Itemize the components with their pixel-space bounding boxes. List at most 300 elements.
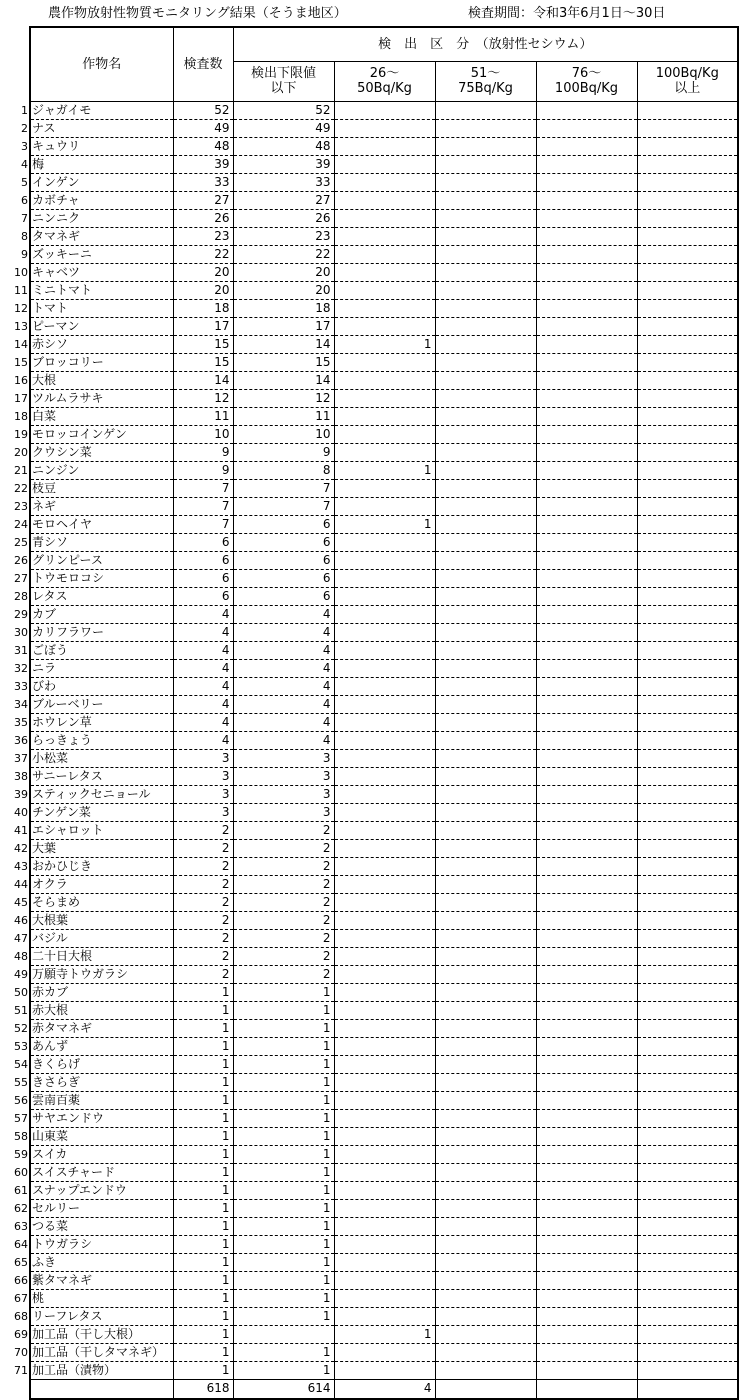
range-100-plus bbox=[637, 947, 738, 965]
range-100-plus bbox=[637, 479, 738, 497]
crop-name: ホウレン草 bbox=[30, 713, 173, 731]
crop-name: らっきょう bbox=[30, 731, 173, 749]
inspection-count: 15 bbox=[173, 335, 233, 353]
range-26-50 bbox=[334, 317, 435, 335]
row-number: 29 bbox=[14, 607, 28, 621]
range-26-50 bbox=[334, 641, 435, 659]
range-26-50 bbox=[334, 929, 435, 947]
below-detection-limit: 1 bbox=[233, 1343, 334, 1361]
range-51-75 bbox=[435, 209, 536, 227]
header-100-plus bbox=[637, 61, 738, 101]
range-26-50 bbox=[334, 677, 435, 695]
range-100-plus bbox=[637, 1145, 738, 1163]
range-51-75 bbox=[435, 839, 536, 857]
row-number: 58 bbox=[14, 1129, 28, 1143]
range-26-50 bbox=[334, 1163, 435, 1181]
below-detection-limit: 12 bbox=[233, 389, 334, 407]
range-51-75 bbox=[435, 731, 536, 749]
header-76-100 bbox=[536, 61, 637, 101]
below-detection-limit: 7 bbox=[233, 497, 334, 515]
range-76-100 bbox=[536, 875, 637, 893]
range-26-50 bbox=[334, 731, 435, 749]
table-row bbox=[0, 1019, 738, 1037]
range-26-50 bbox=[334, 155, 435, 173]
range-100-plus bbox=[637, 641, 738, 659]
inspection-count: 4 bbox=[173, 731, 233, 749]
range-51-75 bbox=[435, 497, 536, 515]
crop-name: ネギ bbox=[30, 497, 173, 515]
range-100-plus bbox=[637, 1253, 738, 1271]
range-100-plus bbox=[637, 425, 738, 443]
inspection-count: 1 bbox=[173, 1145, 233, 1163]
range-76-100 bbox=[536, 119, 637, 137]
below-detection-limit: 1 bbox=[233, 1217, 334, 1235]
row-number: 35 bbox=[14, 715, 28, 729]
row-number: 47 bbox=[14, 931, 28, 945]
range-26-50 bbox=[334, 533, 435, 551]
inspection-count: 26 bbox=[173, 209, 233, 227]
below-detection-limit: 2 bbox=[233, 857, 334, 875]
range-76-100 bbox=[536, 227, 637, 245]
range-76-100 bbox=[536, 695, 637, 713]
table-row bbox=[0, 1181, 738, 1199]
below-detection-limit: 52 bbox=[233, 101, 334, 119]
header-line: 以下 bbox=[270, 81, 297, 96]
range-51-75 bbox=[435, 101, 536, 119]
below-detection-limit: 9 bbox=[233, 443, 334, 461]
inspection-count: 7 bbox=[173, 479, 233, 497]
range-76-100 bbox=[536, 371, 637, 389]
range-51-75 bbox=[435, 569, 536, 587]
crop-name: キュウリ bbox=[30, 137, 173, 155]
range-26-50 bbox=[334, 659, 435, 677]
below-detection-limit: 4 bbox=[233, 695, 334, 713]
range-100-plus bbox=[637, 1235, 738, 1253]
table-row bbox=[0, 1055, 738, 1073]
below-detection-limit: 1 bbox=[233, 1253, 334, 1271]
header-line: 26～ bbox=[369, 66, 400, 81]
inspection-count: 22 bbox=[173, 245, 233, 263]
below-detection-limit: 39 bbox=[233, 155, 334, 173]
range-26-50 bbox=[334, 281, 435, 299]
table-row bbox=[0, 1091, 738, 1109]
range-76-100 bbox=[536, 857, 637, 875]
range-51-75 bbox=[435, 533, 536, 551]
range-51-75 bbox=[435, 1271, 536, 1289]
row-number: 6 bbox=[21, 193, 28, 207]
range-26-50 bbox=[334, 1199, 435, 1217]
table-row bbox=[0, 137, 738, 155]
range-26-50 bbox=[334, 1091, 435, 1109]
row-number: 18 bbox=[14, 409, 28, 423]
crop-name: インゲン bbox=[30, 173, 173, 191]
below-detection-limit: 14 bbox=[233, 335, 334, 353]
range-76-100 bbox=[536, 263, 637, 281]
crop-name: スイスチャード bbox=[30, 1163, 173, 1181]
table-row bbox=[0, 1163, 738, 1181]
crop-name: モロヘイヤ bbox=[30, 515, 173, 533]
row-number: 8 bbox=[21, 229, 28, 243]
crop-name: カボチャ bbox=[30, 191, 173, 209]
table-row bbox=[0, 587, 738, 605]
range-51-75 bbox=[435, 371, 536, 389]
row-number: 5 bbox=[21, 175, 28, 189]
crop-name: ごぼう bbox=[30, 641, 173, 659]
range-100-plus bbox=[637, 155, 738, 173]
range-100-plus bbox=[637, 101, 738, 119]
range-100-plus bbox=[637, 173, 738, 191]
table-row bbox=[0, 533, 738, 551]
range-26-50: 1 bbox=[334, 461, 435, 479]
crop-name: 大根葉 bbox=[30, 911, 173, 929]
crop-name: スナップエンドウ bbox=[30, 1181, 173, 1199]
range-76-100 bbox=[536, 1163, 637, 1181]
range-100-plus bbox=[637, 713, 738, 731]
below-detection-limit: 20 bbox=[233, 281, 334, 299]
range-51-75 bbox=[435, 317, 536, 335]
range-26-50 bbox=[334, 1145, 435, 1163]
below-detection-limit: 7 bbox=[233, 479, 334, 497]
range-51-75 bbox=[435, 1163, 536, 1181]
range-51-75 bbox=[435, 1325, 536, 1343]
header-line: 検出下限値 bbox=[250, 66, 316, 81]
range-51-75 bbox=[435, 893, 536, 911]
range-76-100 bbox=[536, 1271, 637, 1289]
crop-name: ニンジン bbox=[30, 461, 173, 479]
inspection-count: 2 bbox=[173, 929, 233, 947]
row-number: 59 bbox=[14, 1147, 28, 1161]
range-51-75 bbox=[435, 1073, 536, 1091]
row-number: 68 bbox=[14, 1309, 28, 1323]
range-100-plus bbox=[637, 1091, 738, 1109]
range-26-50 bbox=[334, 353, 435, 371]
range-76-100 bbox=[536, 911, 637, 929]
below-detection-limit: 2 bbox=[233, 821, 334, 839]
inspection-count: 1 bbox=[173, 1073, 233, 1091]
range-100-plus bbox=[637, 335, 738, 353]
row-number: 25 bbox=[14, 535, 28, 549]
row-number: 49 bbox=[14, 967, 28, 981]
range-51-75 bbox=[435, 407, 536, 425]
range-26-50 bbox=[334, 857, 435, 875]
header-detection-group: 検 出 区 分 （放射性セシウム） bbox=[233, 27, 738, 61]
range-26-50 bbox=[334, 1037, 435, 1055]
below-detection-limit: 1 bbox=[233, 1163, 334, 1181]
table-row bbox=[0, 803, 738, 821]
table-row bbox=[0, 1343, 738, 1361]
below-detection-limit: 1 bbox=[233, 1019, 334, 1037]
table-row bbox=[0, 929, 738, 947]
row-number: 37 bbox=[14, 751, 28, 765]
range-100-plus bbox=[637, 803, 738, 821]
total-below-limit: 614 bbox=[233, 1379, 334, 1399]
below-detection-limit: 1 bbox=[233, 1235, 334, 1253]
row-number: 66 bbox=[14, 1273, 28, 1287]
range-100-plus bbox=[637, 245, 738, 263]
range-51-75 bbox=[435, 443, 536, 461]
below-detection-limit: 2 bbox=[233, 911, 334, 929]
below-detection-limit: 1 bbox=[233, 1307, 334, 1325]
range-100-plus bbox=[637, 1037, 738, 1055]
crop-name: クウシン菜 bbox=[30, 443, 173, 461]
crop-name: サヤエンドウ bbox=[30, 1109, 173, 1127]
table-row bbox=[0, 893, 738, 911]
row-number: 2 bbox=[21, 121, 28, 135]
range-100-plus bbox=[637, 749, 738, 767]
crop-name: ミニトマト bbox=[30, 281, 173, 299]
range-76-100 bbox=[536, 1127, 637, 1145]
below-detection-limit: 4 bbox=[233, 713, 334, 731]
row-number: 22 bbox=[14, 481, 28, 495]
crop-name: ブロッコリー bbox=[30, 353, 173, 371]
range-51-75 bbox=[435, 911, 536, 929]
range-51-75 bbox=[435, 1091, 536, 1109]
below-detection-limit: 4 bbox=[233, 677, 334, 695]
crop-name: きさらぎ bbox=[30, 1073, 173, 1091]
range-51-75 bbox=[435, 947, 536, 965]
table-row bbox=[0, 1001, 738, 1019]
row-number: 43 bbox=[14, 859, 28, 873]
inspection-count: 1 bbox=[173, 1361, 233, 1379]
range-26-50 bbox=[334, 911, 435, 929]
inspection-count: 18 bbox=[173, 299, 233, 317]
range-100-plus bbox=[637, 965, 738, 983]
range-76-100 bbox=[536, 1289, 637, 1307]
inspection-count: 14 bbox=[173, 371, 233, 389]
range-76-100 bbox=[536, 551, 637, 569]
crop-name: 雲南百薬 bbox=[30, 1091, 173, 1109]
range-26-50 bbox=[334, 695, 435, 713]
row-number: 28 bbox=[14, 589, 28, 603]
row-number: 1 bbox=[21, 103, 28, 117]
range-26-50 bbox=[334, 1217, 435, 1235]
row-number: 10 bbox=[14, 265, 28, 279]
range-100-plus bbox=[637, 1307, 738, 1325]
range-76-100 bbox=[536, 965, 637, 983]
crop-name: ブルーベリー bbox=[30, 695, 173, 713]
range-76-100 bbox=[536, 803, 637, 821]
inspection-count: 4 bbox=[173, 659, 233, 677]
table-row bbox=[0, 1073, 738, 1091]
range-51-75 bbox=[435, 191, 536, 209]
range-100-plus bbox=[637, 983, 738, 1001]
header-crop-name: 作物名 bbox=[30, 27, 173, 101]
inspection-count: 1 bbox=[173, 1037, 233, 1055]
range-76-100 bbox=[536, 461, 637, 479]
row-number: 44 bbox=[14, 877, 28, 891]
range-26-50 bbox=[334, 1271, 435, 1289]
range-51-75 bbox=[435, 1037, 536, 1055]
range-51-75 bbox=[435, 1361, 536, 1379]
range-26-50 bbox=[334, 839, 435, 857]
range-51-75 bbox=[435, 227, 536, 245]
inspection-count: 4 bbox=[173, 677, 233, 695]
crop-name: 山東菜 bbox=[30, 1127, 173, 1145]
row-number: 39 bbox=[14, 787, 28, 801]
header-below-detection-limit bbox=[233, 61, 334, 101]
range-26-50 bbox=[334, 749, 435, 767]
range-51-75 bbox=[435, 1253, 536, 1271]
range-76-100 bbox=[536, 155, 637, 173]
range-100-plus bbox=[637, 587, 738, 605]
range-51-75 bbox=[435, 551, 536, 569]
crop-name: キャベツ bbox=[30, 263, 173, 281]
range-76-100 bbox=[536, 1019, 637, 1037]
range-26-50: 1 bbox=[334, 1325, 435, 1343]
range-100-plus bbox=[637, 281, 738, 299]
inspection-count: 6 bbox=[173, 587, 233, 605]
range-100-plus bbox=[637, 1019, 738, 1037]
total-26-50: 4 bbox=[334, 1379, 435, 1399]
below-detection-limit: 6 bbox=[233, 533, 334, 551]
range-26-50 bbox=[334, 1307, 435, 1325]
inspection-count: 2 bbox=[173, 893, 233, 911]
range-51-75 bbox=[435, 803, 536, 821]
range-51-75 bbox=[435, 1199, 536, 1217]
crop-name: トウモロコシ bbox=[30, 569, 173, 587]
crop-name: 白菜 bbox=[30, 407, 173, 425]
table-row bbox=[0, 767, 738, 785]
table-row bbox=[0, 227, 738, 245]
range-100-plus bbox=[637, 209, 738, 227]
range-51-75 bbox=[435, 1289, 536, 1307]
crop-name: きくらげ bbox=[30, 1055, 173, 1073]
range-51-75 bbox=[435, 1127, 536, 1145]
range-26-50 bbox=[334, 803, 435, 821]
row-number: 20 bbox=[14, 445, 28, 459]
range-51-75 bbox=[435, 137, 536, 155]
below-detection-limit: 6 bbox=[233, 569, 334, 587]
row-number: 3 bbox=[21, 139, 28, 153]
header-26-50 bbox=[334, 61, 435, 101]
crop-name: 小松菜 bbox=[30, 749, 173, 767]
crop-name: 二十日大根 bbox=[30, 947, 173, 965]
table-row bbox=[0, 1361, 738, 1379]
inspection-count: 9 bbox=[173, 443, 233, 461]
range-51-75 bbox=[435, 335, 536, 353]
crop-name: セルリー bbox=[30, 1199, 173, 1217]
range-76-100 bbox=[536, 1055, 637, 1073]
crop-name: 紫タマネギ bbox=[30, 1271, 173, 1289]
crop-name: バジル bbox=[30, 929, 173, 947]
range-26-50 bbox=[334, 893, 435, 911]
range-26-50 bbox=[334, 1253, 435, 1271]
table-row bbox=[0, 461, 738, 479]
range-76-100 bbox=[536, 479, 637, 497]
table-row bbox=[0, 353, 738, 371]
below-detection-limit: 4 bbox=[233, 641, 334, 659]
range-26-50 bbox=[334, 227, 435, 245]
crop-name: 桃 bbox=[30, 1289, 173, 1307]
table-row bbox=[0, 623, 738, 641]
below-detection-limit: 23 bbox=[233, 227, 334, 245]
range-51-75 bbox=[435, 263, 536, 281]
table-row bbox=[0, 1145, 738, 1163]
range-26-50 bbox=[334, 1235, 435, 1253]
row-number: 30 bbox=[14, 625, 28, 639]
range-100-plus bbox=[637, 1217, 738, 1235]
range-76-100 bbox=[536, 767, 637, 785]
inspection-count: 1 bbox=[173, 1181, 233, 1199]
below-detection-limit: 48 bbox=[233, 137, 334, 155]
range-26-50 bbox=[334, 821, 435, 839]
row-number: 13 bbox=[14, 319, 28, 333]
inspection-count: 33 bbox=[173, 173, 233, 191]
range-100-plus bbox=[637, 317, 738, 335]
crop-name: ツルムラサキ bbox=[30, 389, 173, 407]
inspection-count: 2 bbox=[173, 875, 233, 893]
table-row bbox=[0, 857, 738, 875]
crop-name: ピーマン bbox=[30, 317, 173, 335]
table-row bbox=[0, 695, 738, 713]
table-row bbox=[0, 515, 738, 533]
range-51-75 bbox=[435, 875, 536, 893]
table-row bbox=[0, 1325, 738, 1343]
table-row bbox=[0, 551, 738, 569]
range-26-50 bbox=[334, 1073, 435, 1091]
crop-name: オクラ bbox=[30, 875, 173, 893]
inspection-count: 3 bbox=[173, 749, 233, 767]
range-100-plus bbox=[637, 1109, 738, 1127]
inspection-count: 2 bbox=[173, 821, 233, 839]
total-51-75 bbox=[435, 1379, 536, 1399]
below-detection-limit: 33 bbox=[233, 173, 334, 191]
table-row bbox=[0, 479, 738, 497]
range-100-plus bbox=[637, 821, 738, 839]
range-100-plus bbox=[637, 569, 738, 587]
range-51-75 bbox=[435, 1145, 536, 1163]
row-number: 57 bbox=[14, 1111, 28, 1125]
range-51-75 bbox=[435, 425, 536, 443]
range-51-75 bbox=[435, 677, 536, 695]
inspection-count: 4 bbox=[173, 695, 233, 713]
inspection-count: 1 bbox=[173, 1217, 233, 1235]
below-detection-limit: 3 bbox=[233, 803, 334, 821]
range-100-plus bbox=[637, 227, 738, 245]
range-76-100 bbox=[536, 191, 637, 209]
below-detection-limit: 1 bbox=[233, 1145, 334, 1163]
inspection-count: 1 bbox=[173, 983, 233, 1001]
below-detection-limit: 1 bbox=[233, 1181, 334, 1199]
inspection-count: 12 bbox=[173, 389, 233, 407]
crop-name: グリンピース bbox=[30, 551, 173, 569]
range-26-50 bbox=[334, 1127, 435, 1145]
range-26-50 bbox=[334, 119, 435, 137]
range-76-100 bbox=[536, 497, 637, 515]
table-row bbox=[0, 245, 738, 263]
range-51-75 bbox=[435, 1235, 536, 1253]
range-76-100 bbox=[536, 1325, 637, 1343]
row-number: 40 bbox=[14, 805, 28, 819]
range-76-100 bbox=[536, 1235, 637, 1253]
range-76-100 bbox=[536, 1145, 637, 1163]
range-51-75 bbox=[435, 641, 536, 659]
crop-name: 赤タマネギ bbox=[30, 1019, 173, 1037]
range-76-100 bbox=[536, 173, 637, 191]
inspection-count: 2 bbox=[173, 911, 233, 929]
below-detection-limit: 1 bbox=[233, 1127, 334, 1145]
table-row bbox=[0, 1307, 738, 1325]
range-100-plus bbox=[637, 533, 738, 551]
range-100-plus bbox=[637, 695, 738, 713]
range-76-100 bbox=[536, 1109, 637, 1127]
below-detection-limit: 2 bbox=[233, 839, 334, 857]
crop-name: 加工品（干し大根） bbox=[30, 1325, 173, 1343]
range-100-plus bbox=[637, 1289, 738, 1307]
table-row bbox=[0, 335, 738, 353]
inspection-count: 6 bbox=[173, 551, 233, 569]
range-100-plus bbox=[637, 785, 738, 803]
